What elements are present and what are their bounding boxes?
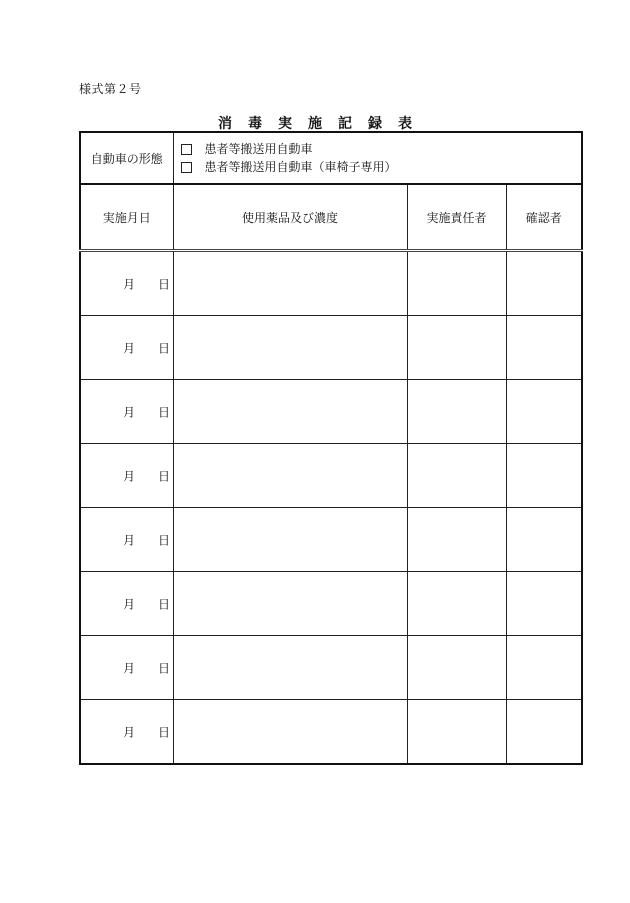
title-char: 表	[398, 116, 412, 132]
day-unit: 日	[158, 597, 171, 611]
form-number: 様式第２号	[79, 82, 142, 96]
table-row	[80, 316, 582, 380]
table-row	[80, 380, 582, 444]
vehicle-type-options	[173, 132, 582, 184]
person-cell[interactable]	[407, 636, 506, 700]
date-cell[interactable]	[80, 700, 173, 765]
chemical-cell[interactable]	[173, 316, 407, 380]
table-row	[80, 508, 582, 572]
day-unit: 日	[158, 469, 171, 483]
confirm-cell[interactable]	[506, 700, 582, 765]
chemical-cell[interactable]	[173, 700, 407, 765]
day-unit: 日	[158, 277, 171, 291]
month-unit: 月	[123, 469, 136, 483]
month-unit: 月	[123, 405, 136, 419]
date-cell[interactable]	[80, 508, 173, 572]
confirm-cell[interactable]	[506, 508, 582, 572]
checkbox-icon[interactable]	[181, 162, 192, 173]
vehicle-option[interactable]	[181, 140, 582, 158]
person-cell[interactable]	[407, 508, 506, 572]
column-header-chemical: 使用薬品及び濃度	[173, 184, 407, 251]
confirm-cell[interactable]	[506, 251, 582, 316]
day-unit: 日	[158, 405, 171, 419]
date-cell[interactable]	[80, 251, 173, 316]
confirm-cell[interactable]	[506, 572, 582, 636]
person-cell[interactable]	[407, 572, 506, 636]
table-row	[80, 251, 582, 316]
month-unit: 月	[123, 725, 136, 739]
chemical-cell[interactable]	[173, 572, 407, 636]
page-title	[0, 113, 630, 133]
date-cell[interactable]	[80, 316, 173, 380]
table-row	[80, 572, 582, 636]
date-cell[interactable]	[80, 636, 173, 700]
person-cell[interactable]	[407, 251, 506, 316]
day-unit: 日	[158, 533, 171, 547]
month-unit: 月	[123, 341, 136, 355]
chemical-cell[interactable]	[173, 636, 407, 700]
month-unit: 月	[123, 597, 136, 611]
day-unit: 日	[158, 725, 171, 739]
disinfection-record-table	[79, 131, 583, 765]
vehicle-type-row	[80, 132, 582, 184]
vehicle-option-label: 患者等搬送用自動車	[204, 142, 313, 156]
month-unit: 月	[123, 277, 136, 291]
person-cell[interactable]	[407, 700, 506, 765]
title-char: 消	[218, 116, 232, 132]
month-unit: 月	[123, 661, 136, 675]
title-char: 施	[308, 116, 322, 132]
vehicle-type-label: 自動車の形態	[80, 132, 173, 184]
title-char: 録	[368, 116, 382, 132]
chemical-cell[interactable]	[173, 251, 407, 316]
title-char: 毒	[248, 116, 262, 132]
title-char: 実	[278, 116, 292, 132]
column-header-confirm: 確認者	[506, 184, 582, 251]
person-cell[interactable]	[407, 380, 506, 444]
chemical-cell[interactable]	[173, 444, 407, 508]
column-header-person: 実施責任者	[407, 184, 506, 251]
column-header-date: 実施月日	[80, 184, 173, 251]
person-cell[interactable]	[407, 316, 506, 380]
table-row	[80, 444, 582, 508]
date-cell[interactable]	[80, 444, 173, 508]
chemical-cell[interactable]	[173, 380, 407, 444]
title-char: 記	[338, 116, 352, 132]
month-unit: 月	[123, 533, 136, 547]
table-row	[80, 700, 582, 765]
vehicle-option[interactable]	[181, 158, 582, 176]
chemical-cell[interactable]	[173, 508, 407, 572]
confirm-cell[interactable]	[506, 380, 582, 444]
checkbox-icon[interactable]	[181, 144, 192, 155]
day-unit: 日	[158, 661, 171, 675]
column-header-row	[80, 184, 582, 251]
confirm-cell[interactable]	[506, 636, 582, 700]
date-cell[interactable]	[80, 572, 173, 636]
table-row	[80, 636, 582, 700]
day-unit: 日	[158, 341, 171, 355]
person-cell[interactable]	[407, 444, 506, 508]
date-cell[interactable]	[80, 380, 173, 444]
vehicle-option-label: 患者等搬送用自動車（車椅子専用）	[204, 160, 397, 174]
confirm-cell[interactable]	[506, 444, 582, 508]
confirm-cell[interactable]	[506, 316, 582, 380]
